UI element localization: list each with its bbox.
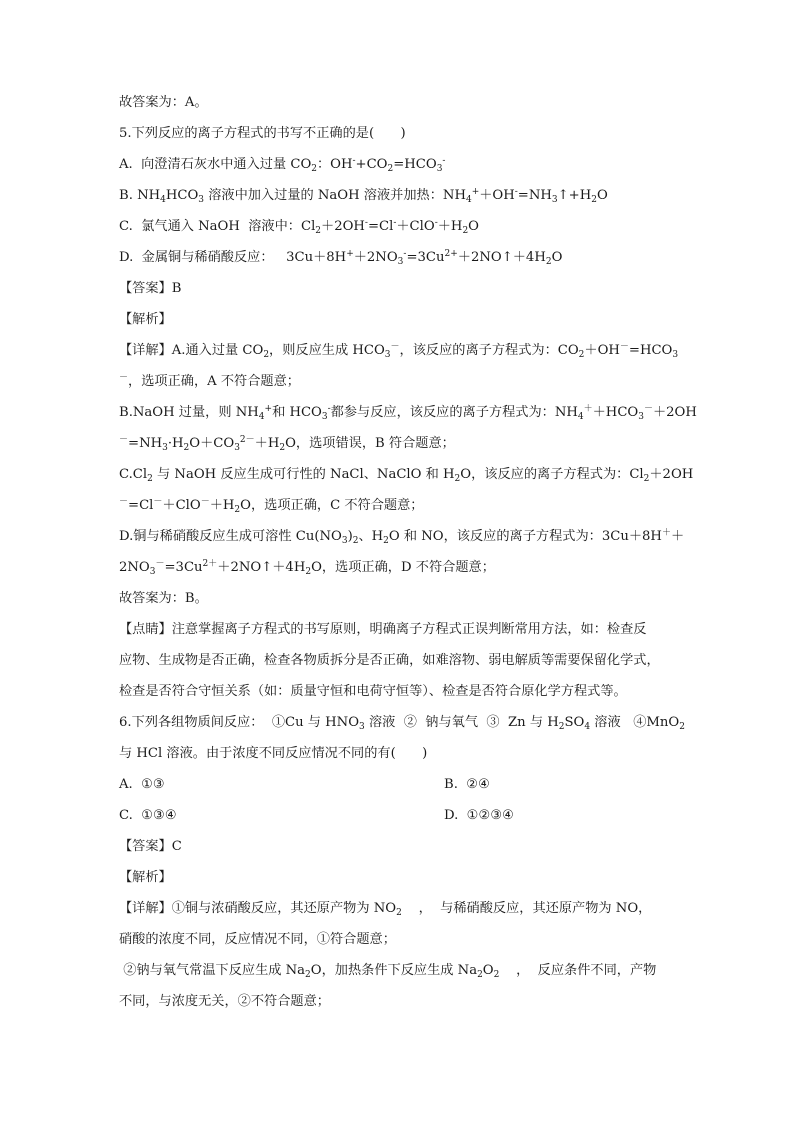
text-line: 检查是否符合守恒关系（如：质量守恒和电荷守恒等）、检查是否符合原化学方程式等。 xyxy=(119,684,627,699)
option-right: D. ①②③④ xyxy=(444,808,514,823)
text-line: D. 金属铜与稀硝酸反应： $3Cu+8H^++2NO_3^-=3Cu^{2+}+2NO↑+4H_2O$ xyxy=(119,249,563,267)
text-line: A. ①③ xyxy=(119,777,165,792)
text-line: B. $NH_4HCO_3$ 溶液中加入过量的 NaOH 溶液并加热：$NH_4^++OH^-=NH_3↑+H_2O$ xyxy=(119,187,608,205)
text-line: 不同，与浓度无关，②不符合题意； xyxy=(119,994,330,1009)
text-line: C. 氯气通入 NaOH 溶液中：$Cl_2+2OH^-=Cl^-+ClO^-+H_2O$ xyxy=(119,218,479,236)
text-line: 【解析】 xyxy=(119,870,172,885)
text-line: ②钠与氧气常温下反应生成 $Na_2O$，加热条件下反应生成 $Na_2O_2$ ， 反应条件不同，产物 xyxy=(119,963,657,980)
text-line: 与 HCl 溶液。由于浓度不同反应情况不同的有( ) xyxy=(119,746,428,761)
text-line: C. ①③④ xyxy=(119,808,177,823)
text-line: 【点睛】注意掌握离子方程式的书写原则，明确离子方程式正误判断常用方法，如：检查反 xyxy=(119,622,647,637)
text-line: 故答案为：B。 xyxy=(119,591,208,606)
text-line: 5.下列反应的离子方程式的书写不正确的是( ) xyxy=(119,126,406,141)
text-line: 故答案为：A。 xyxy=(119,95,208,110)
text-line: $^-=Cl^-+ClO^-+H_2O$，选项正确，C 不符合题意； xyxy=(119,497,424,515)
text-line: 【详解】A.通入过量 $CO_2$，则反应生成 $HCO_3^-$，该反应的离子方程式为：$CO_2+OH^-=HCO_3$ xyxy=(119,342,679,360)
text-line: 【答案】C xyxy=(119,839,182,854)
text-line: $2NO_3^-=3Cu^{2+}+2NO↑+4H_2O$，选项正确，D 不符合题意； xyxy=(119,559,495,577)
text-line: D.铜与稀硝酸反应生成可溶性 $Cu(NO_3)_2$、$H_2O$ 和 NO，该反应的离子方程式为：3Cu＋8H＋＋ xyxy=(119,528,685,546)
text-line: 【解析】 xyxy=(119,312,172,327)
text-line: 应物、生成物是否正确，检查各物质拆分是否正确，如难溶物、弱电解质等需要保留化学式， xyxy=(119,653,660,668)
text-line: －，选项正确，A 不符合题意； xyxy=(119,373,300,389)
text-line: 【详解】①铜与浓硝酸反应，其还原产物为 $NO_2$ ， 与稀硝酸反应，其还原产物为 NO， xyxy=(119,901,652,918)
text-line: 6.下列各组物质间反应： ①Cu 与 $HNO_3$ 溶液 ② 钠与氧气 ③ Zn 与 $H_2SO_4$ 溶液 ④MnO$_2$ xyxy=(119,715,685,732)
text-line: $C.Cl_2$ 与 NaOH 反应生成可行性的 NaCl、NaClO 和 $H_2O$，该反应的离子方程式为：$Cl_2+2OH$ xyxy=(119,467,694,484)
text-line: 硝酸的浓度不同，反应情况不同，①符合题意； xyxy=(119,932,396,947)
option-right: B. ②④ xyxy=(444,777,490,792)
text-line: B.NaOH 过量，则 $NH_4^+$和 $HCO_3^-$都参与反应，该反应的离子方程式为：$NH_4^++HCO_3^-+2OH$ xyxy=(119,404,697,422)
text-line: 【答案】B xyxy=(119,281,182,296)
text-line: $^-=NH_3\cdot H_2O+CO_3^{2-}+H_2O$，选项错误，B 符合题意； xyxy=(119,435,455,453)
text-line: A. 向澄清石灰水中通入过量 $CO_2$：$OH^-+CO_2=HCO_3^-$ xyxy=(119,156,446,174)
